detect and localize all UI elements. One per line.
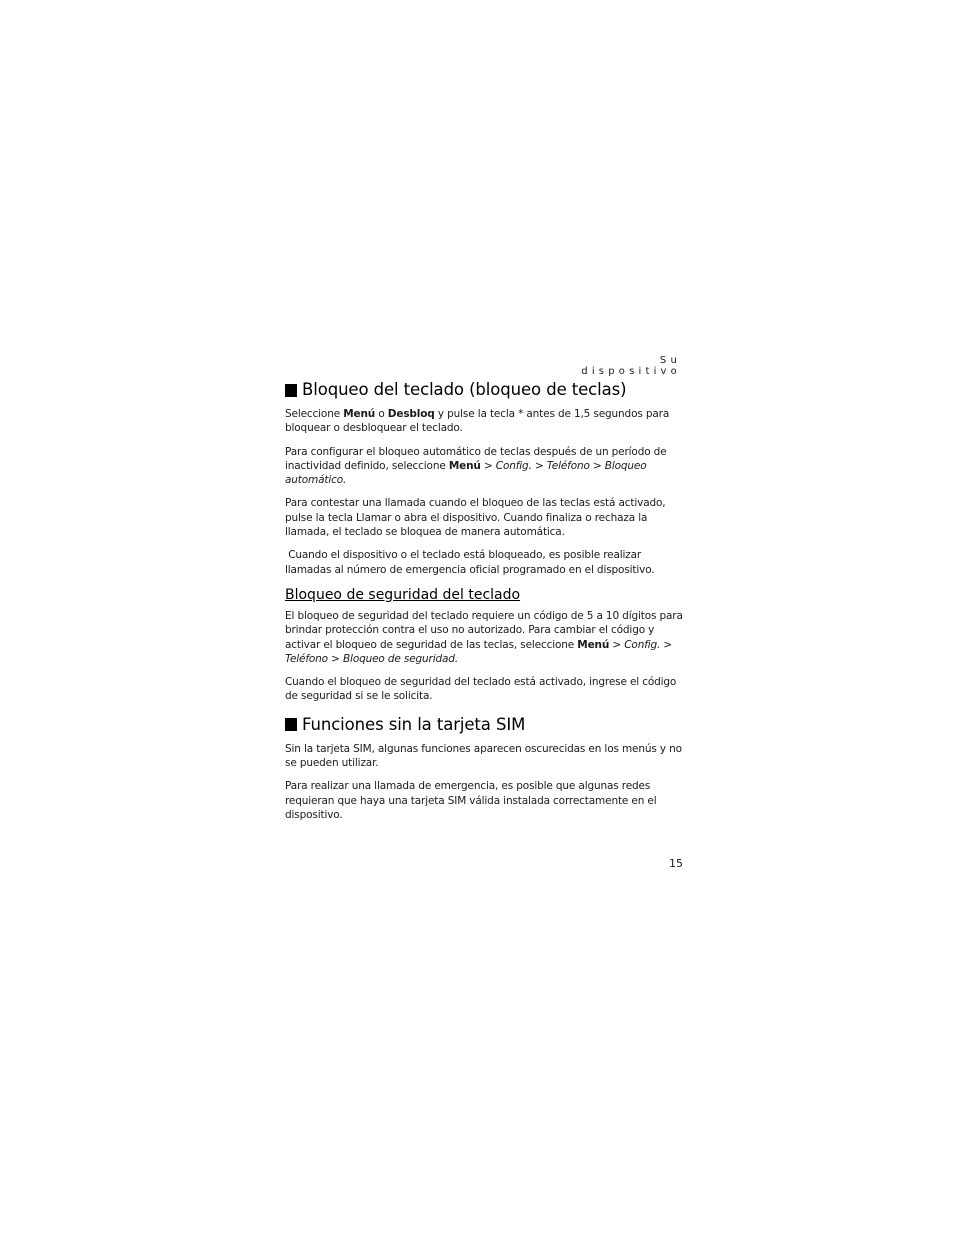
menu-path-item: Teléfono xyxy=(546,459,590,472)
unlock-key-label: Desbloq xyxy=(387,408,435,420)
running-header: Su dispositivo xyxy=(581,355,681,377)
section-heading-keypad-lock xyxy=(285,378,685,402)
menu-path-item: Config. xyxy=(495,459,532,472)
paragraph: Para contestar una llamada cuando el bloqueo de las teclas está activado, pulse la tecla Llamar o abra el dispositivo. Cuando finaliza o rechaza la llamada, el teclado se bloquea de manera automática. xyxy=(285,497,666,539)
paragraph xyxy=(285,407,685,436)
section-title: Funciones sin la tarjeta SIM xyxy=(302,714,526,734)
path-separator: > xyxy=(609,638,625,651)
subsection-title: Bloqueo de seguridad del teclado xyxy=(285,586,521,603)
menu-path-item: Bloqueo de seguridad xyxy=(343,652,455,665)
paragraph: Sin la tarjeta SIM, algunas funciones aparecen oscurecidas en los menús y no se pueden utilizar. xyxy=(285,742,682,770)
page-content xyxy=(285,378,685,831)
text-run: y pulse la tecla * antes de 1,5 segundos para bloquear o desbloquear el teclado. xyxy=(285,408,670,435)
text-run: El bloqueo de seguridad del teclado requiere un código de 5 a 10 dígitos para brindar protección contra el uso no autorizado. Para cambiar el código y activar el bloqueo de seguridad de las teclas, seleccione xyxy=(285,609,683,651)
section-heading-no-sim xyxy=(285,713,685,737)
text-run: . xyxy=(343,474,347,487)
menu-path-item: Teléfono xyxy=(285,652,328,665)
section-square-icon xyxy=(285,718,297,731)
menu-path-item: Bloqueo automático xyxy=(285,459,647,487)
menu-path-item: Config. xyxy=(624,638,661,651)
text-run: Seleccione xyxy=(285,408,344,420)
text-run: . xyxy=(454,652,459,665)
menu-key-label: Menú xyxy=(448,459,481,472)
paragraph: Cuando el dispositivo o el teclado está bloqueado, es posible realizar llamadas al número de emergencia oficial programado en el dispositivo. xyxy=(285,549,655,576)
paragraph xyxy=(285,445,685,488)
menu-key-label: Menú xyxy=(577,638,610,651)
paragraph: Para realizar una llamada de emergencia, es posible que algunas redes requieran que haya una tarjeta SIM válida instalada correctamente en el dispositivo. xyxy=(285,780,657,821)
menu-key-label: Menú xyxy=(343,408,376,420)
text-run: o xyxy=(375,408,388,420)
section-square-icon xyxy=(285,384,297,397)
paragraph xyxy=(285,609,685,666)
path-separator: > xyxy=(327,652,343,665)
path-separator: > xyxy=(480,459,496,472)
section-title: Bloqueo del teclado (bloqueo de teclas) xyxy=(302,380,627,399)
text-run: Para configurar el bloqueo automático de teclas después de un período de inactividad definido, seleccione xyxy=(285,445,667,472)
page-number: 15 xyxy=(669,857,683,870)
path-separator: > xyxy=(660,638,673,651)
path-separator: > xyxy=(531,459,547,472)
paragraph: Cuando el bloqueo de seguridad del teclado está activado, ingrese el código de seguridad si se le solicita. xyxy=(285,676,677,703)
path-separator: > xyxy=(589,459,605,472)
